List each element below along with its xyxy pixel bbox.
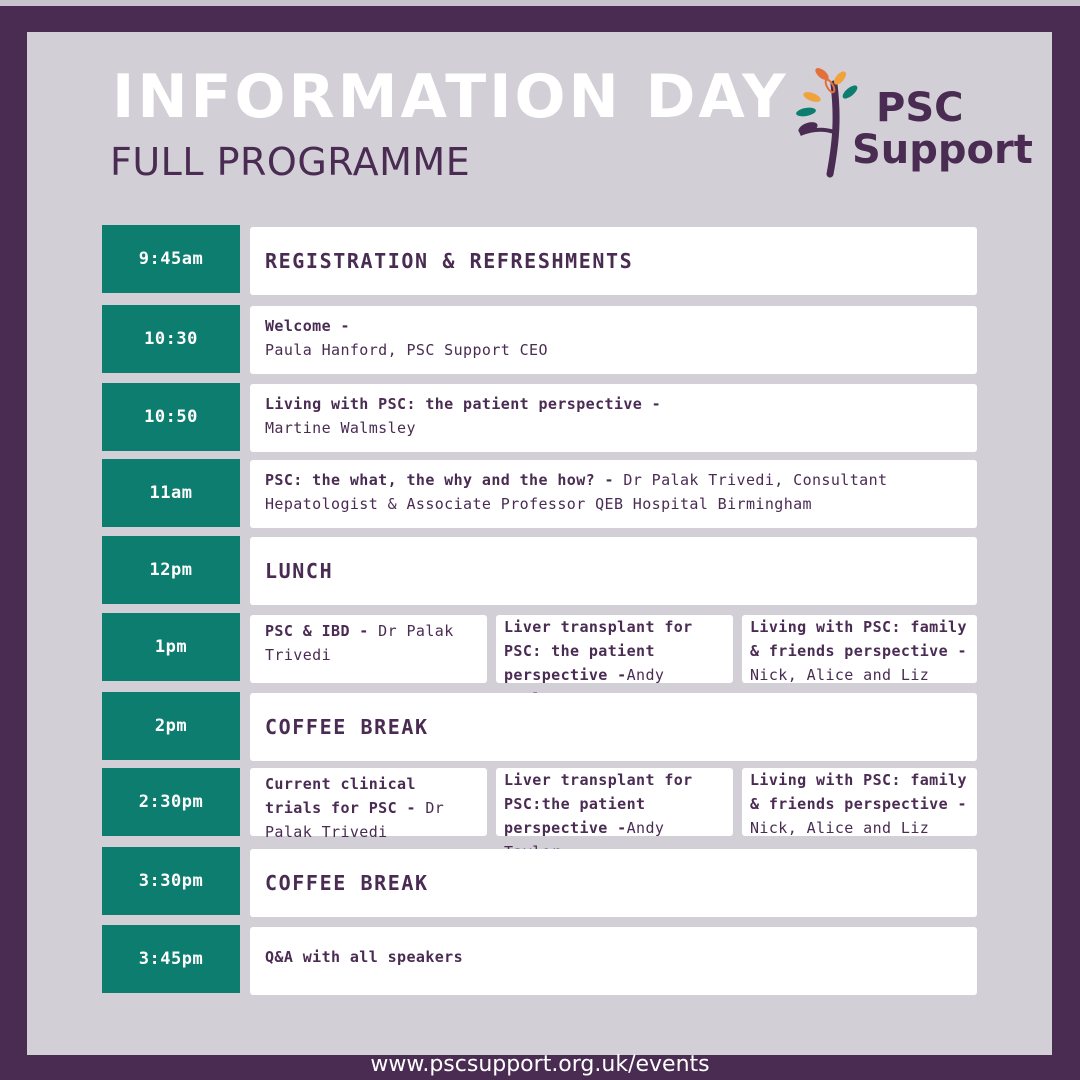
session-box [250, 615, 487, 683]
time-slot: 2:30pm [102, 768, 240, 836]
session-speaker: Dr Palak Trivedi [265, 799, 445, 841]
session-speaker: Dr Palak Trivedi [265, 622, 454, 664]
session-speaker: Nick, Alice and Liz [750, 819, 930, 837]
session-box [250, 927, 977, 995]
time-slot: 9:45am [102, 225, 240, 293]
footer-url: www.pscsupport.org.uk/events [370, 1052, 710, 1077]
top-border [0, 0, 1080, 6]
session-title: Welcome - [265, 317, 350, 335]
session-title: Liver transplant for PSC:the patient perspective - [504, 771, 693, 837]
session-speaker: Andy [626, 666, 665, 684]
session-title: Living with PSC: family & friends perspective - [750, 771, 967, 813]
session-speaker: Nick, Alice and Liz [750, 666, 930, 684]
logo-wordmark [852, 85, 1033, 173]
session-box [250, 460, 977, 528]
session-box [496, 615, 733, 683]
session-box: COFFEE BREAK [250, 693, 977, 761]
session-box [496, 768, 733, 836]
session-text [250, 460, 977, 516]
logo-line-1: PSC [876, 85, 964, 131]
session-box [742, 768, 977, 836]
session-box [250, 768, 487, 841]
session-box: REGISTRATION & REFRESHMENTS [250, 227, 977, 295]
session-speaker: Andy [626, 819, 665, 837]
session-box [250, 384, 977, 452]
session-title: PSC: the what, the why and the how? - [265, 471, 614, 489]
session-text [250, 306, 977, 362]
time-slot: 10:50 [102, 383, 240, 451]
session-box [250, 306, 977, 374]
session-speaker: Dr Palak Trivedi, Consultant Hepatologist & Associate Professor QEB Hospital Birmingham [265, 471, 888, 513]
time-slot: 1pm [102, 613, 240, 681]
session-speaker: Martine Walmsley [265, 419, 416, 437]
session-title: Q&A with all speakers [265, 948, 464, 966]
time-slot: 12pm [102, 536, 240, 604]
time-slot: 11am [102, 459, 240, 527]
page-subtitle: FULL PROGRAMME [110, 140, 471, 184]
session-speaker: Paula Hanford, PSC Support CEO [265, 341, 548, 359]
session-box: LUNCH [250, 537, 977, 605]
session-box: COFFEE BREAK [250, 849, 977, 917]
session-box [742, 615, 977, 683]
time-slot: 2pm [102, 692, 240, 760]
time-slot: 3:45pm [102, 925, 240, 993]
session-title: Current clinical trials for PSC - [265, 775, 416, 817]
session-text [250, 384, 977, 440]
time-slot: 3:30pm [102, 847, 240, 915]
logo-line-2: Support [852, 127, 1033, 173]
time-slot: 10:30 [102, 305, 240, 373]
session-title: Living with PSC: family & friends perspective - [750, 618, 967, 660]
session-text [250, 927, 977, 969]
page-title: INFORMATION DAY [112, 62, 789, 132]
session-title: PSC & IBD - [265, 622, 369, 640]
session-title: Living with PSC: the patient perspective - [265, 395, 662, 413]
session-title: Liver transplant for PSC: the patient perspective - [504, 618, 693, 684]
